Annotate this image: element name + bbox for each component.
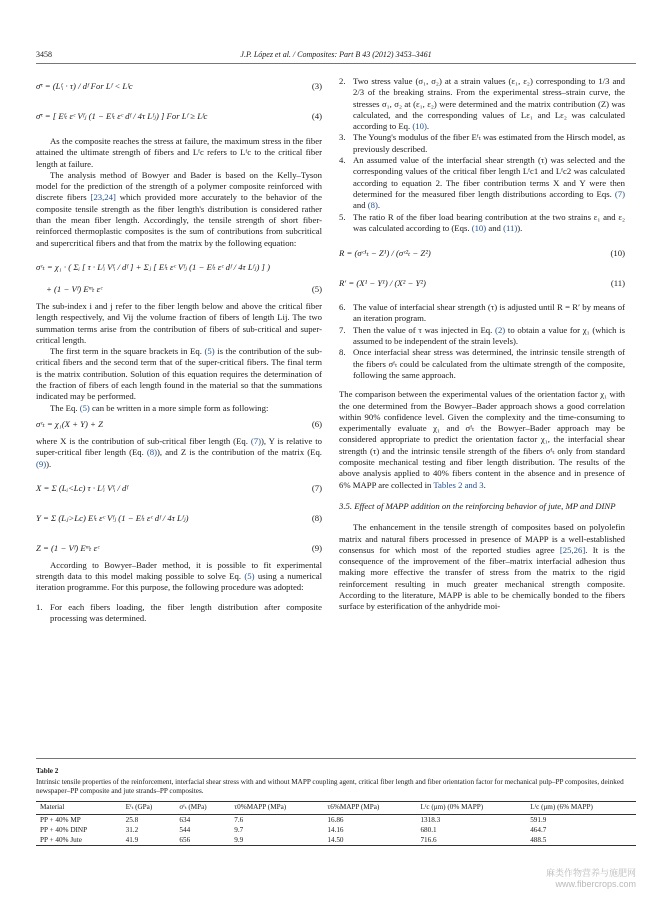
equation-7: X = Σ (Lᵢ<Lc) τ · Lᶠᵢ Vᶠᵢ / dᶠ (7)	[36, 483, 322, 494]
table-row	[36, 835, 636, 846]
equation-link[interactable]: (2)	[495, 324, 506, 335]
header-rule	[36, 63, 636, 64]
running-header	[36, 50, 636, 64]
table-cell: 680.1	[420, 825, 437, 834]
paragraph: The enhancement in the tensile strength of composites based on polyolefin matrix and natural fibers processed in presence of MAPP is a well-established consensus for which most of the reported studies agree [25,26]. It is the consequence of the improvement of the fiber–matrix interfacial adhesion thus making more effective the transfer of stress from the matrix to the rigid reinforcement resulting in much greater mechanical strength composite. According to the literature, MAPP is able to be chemically bonded to the fibers surface by esterification of the anhydride moi-	[339, 522, 626, 612]
watermark-url: www.fibercrops.com	[555, 879, 636, 889]
procedure-list	[339, 76, 625, 234]
list-item: 3. The Young's modulus of the fiber Eᶠₜ was estimated from the Hirsch model, as previously described.	[339, 132, 625, 154]
table-cell: 16.86	[327, 815, 344, 824]
table-cell: 656	[175, 835, 230, 846]
equation-4: σ̄ᶜ = [ Eᶠₜ εᶜ Vᶠⱼ (1 − Eᶠₜ εᶜ dᶠ / 4τ Lᶠⱼ) ] For Lᶠ ≥ Lᶠc (4)	[36, 111, 322, 122]
equation-link[interactable]: (5)	[244, 571, 255, 582]
table-cell: 634	[179, 815, 191, 824]
equation-3: σ̄ᶜ = (Lᶠᵢ · τ) / dᶠ For Lᶠ < Lᶠc (3)	[36, 81, 322, 92]
equation-link[interactable]: (8)	[367, 200, 378, 211]
page-number: 3458	[36, 50, 52, 59]
paragraph: The analysis method of Bowyer and Bader is based on the Kelly–Tyson model for the prediction of the strength of a polymer composite reinforced with discrete fibers [23,24] which provided more accurately to the behavior of the composite tensile strength as the fiber length's distribution is considered rather than the mean fiber length. Accordingly, the tensile strength of short fiber-reinforced thermoplastic composites is the sum of contributions from subcritical and supercritical fibers and that from the matrix by the following equation:	[36, 169, 323, 248]
table-cell: 9.9	[230, 835, 323, 846]
paragraph: The sub-index i and j refer to the fiber length below and above the critical fiber length respectively, and Vij the volume fraction of fibers of length Lij. The two summation terms arise from the contribution of fibers of sub-critical and super-critical length.	[36, 300, 322, 345]
table-cell: 488.5	[526, 835, 636, 846]
paragraph: The first term in the square brackets in Eq. (5) is the contribution of the sub-critical fibers and the second term that of the super-critical fibers. The final term is the matrix contribution. Solution of this equation requires the determination of the fraction of fibers of each length found in the material so that the summations indicated may be performed.	[36, 346, 322, 402]
list-item: 4. An assumed value of the interfacial shear strength (τ) was selected and the corresponding values of the critical fiber length Lᶠc1 and Lᶠc2 was calculated according to equation 2. The fiber contribution terms X and Y were then determined for the measured fiber length distributions according to Eqs. (7) and (8).	[339, 155, 625, 211]
list-item: 2. Two stress value (σ₁, σ₂) at a strain values (ε₁, ε₂) corresponding to 1/3 and 2/3 of the breaking strains. From the experimental stress–strain curve, the stresses σ₁, σ₂ at (ε₁, ε₂) were determined and the matrix contribution (Z) was calculated, and the corresponding values of Lε₁ and Lε₂ was calculated according to Eq. (10).	[339, 76, 625, 132]
paragraph: The Eq. (5) can be written in a more simple form as following:	[50, 402, 269, 413]
right-column	[339, 76, 625, 613]
data-table	[36, 801, 636, 846]
column-header: Lᶠc (μm) (0% MAPP)	[416, 802, 526, 815]
column-header: τ6%MAPP (MPa)	[323, 802, 416, 815]
list-item: 1. For each fibers loading, the fiber length distribution after composite processing was determined.	[36, 601, 322, 624]
equation-link[interactable]: (11)	[503, 222, 518, 233]
table-cell: 14.50	[323, 835, 416, 846]
equation-link[interactable]: (10)	[412, 121, 427, 132]
procedure-list	[36, 602, 322, 625]
table-cell: 544	[179, 825, 191, 834]
table-header-row	[36, 802, 636, 815]
table-row	[36, 825, 636, 835]
equation-6: σᶜₜ = χ₁(X + Y) + Z (6)	[36, 419, 322, 430]
watermark-line: 麻类作物营养与施肥网	[545, 868, 636, 878]
equation-link[interactable]: (7)	[614, 188, 625, 199]
equation-10: R = (σᶜ¹ₜ − Z¹) / (σᶜ²ₜ − Z²) (10)	[339, 247, 625, 258]
table-cell: 7.6	[234, 815, 244, 824]
procedure-list	[339, 302, 625, 381]
equation-5-continued: + (1 − Vᶠ) Eᵐₜ εᶜ (5)	[46, 284, 322, 295]
equation-link[interactable]: (7)	[250, 435, 261, 446]
table-cell: 591.9	[530, 815, 547, 824]
equation-8: Y = Σ (Lⱼ>Lc) Eᶠₜ εᶜ Vᶠⱼ (1 − Eᶠₜ εᶜ dᶠ / 4τ Lᶠⱼ) (8)	[36, 513, 322, 524]
table-cell: 41.9	[122, 835, 176, 846]
table-2	[36, 767, 636, 846]
table-cell: 1318.3	[420, 815, 441, 824]
equation-link[interactable]: (8)	[146, 447, 158, 458]
table-cell: PP + 40% DINP	[40, 825, 88, 834]
column-header: σᶠₜ (MPa)	[175, 802, 230, 815]
table-cell: 14.16	[327, 825, 344, 834]
equation-9: Z = (1 − Vᶠ) Eᵐₜ εᶜ (9)	[36, 543, 322, 554]
equation-11: R′ = (X¹ − Y¹) / (X² − Y²) (11)	[339, 277, 625, 288]
table-cell: 31.2	[125, 825, 139, 834]
list-item: 7. Then the value of τ was injected in Eq. (2) to obtain a value for χ₁ (which is assumed to be independent of the strain levels).	[339, 324, 625, 347]
equation-link[interactable]: (10)	[471, 222, 487, 233]
citation-link[interactable]: [25,26]	[559, 544, 586, 555]
citation-link[interactable]: [23,24]	[90, 192, 116, 203]
list-item: 6. The value of interfacial shear strength (τ) is adjusted until R = R′ by means of an iteration program.	[339, 302, 625, 324]
table-title: Table 2	[36, 767, 59, 775]
journal-citation: J.P. López et al. / Composites: Part B 43 (2012) 3453–3461	[240, 50, 432, 59]
table-link[interactable]: Tables 2 and 3	[433, 479, 484, 490]
left-column	[36, 76, 322, 624]
equation-5: σᶜₜ = χ₁ · ( Σᵢ [ τ · Lᶠᵢ Vᶠᵢ / dᶠ ] + Σⱼ [ Eᶠₜ εᶜ Vᶠⱼ (1 − Eᶠₜ εᶜ dᶠ / 4τ Lᶠⱼ) ] )	[36, 262, 270, 273]
table-separator-rule	[36, 758, 636, 759]
paragraph: where X is the contribution of sub-critical fiber length (Eq. (7)), Y is relative to super-critical fiber length (Eq. (8)), and Z is the contribution of the matrix (Eq. (9)).	[36, 435, 323, 469]
table-cell: 9.7	[234, 825, 244, 834]
equation-link[interactable]: (5)	[79, 402, 90, 413]
table-row	[36, 815, 636, 826]
section-heading: 3.5. Effect of MAPP addition on the reinforcing behavior of jute, MP and DINP	[339, 500, 616, 511]
paragraph: According to Bowyer–Bader method, it is possible to fit experimental strength data to this model making possible to solve Eq. (5) using a numerical iteration programme. For this purpose, the following procedure was adopted:	[36, 559, 323, 593]
table-cell: PP + 40% Jute	[36, 835, 122, 846]
table-caption: Intrinsic tensile properties of the reinforcement, interfacial shear stress with and without MAPP coupling agent, critical fiber length and fiber orientation factor for mechanical pulp–PP composites, deinked newspaper–PP composite and jute strands–PP composites.	[36, 778, 624, 795]
table-cell: PP + 40% MP	[40, 815, 81, 824]
table-cell: 716.6	[416, 835, 526, 846]
watermark	[546, 868, 636, 890]
column-header: Material	[36, 802, 122, 815]
list-item: 5. The ratio R of the fiber load bearing contribution at the two strains ε₁ and ε₂ was calculated according to (Eqs. (10) and (11)).	[339, 211, 625, 233]
table-cell: 464.7	[530, 825, 547, 834]
column-header: Eᶠₜ (GPa)	[122, 802, 176, 815]
column-header: Lᶠc (μm) (6% MAPP)	[526, 802, 636, 815]
paragraph: As the composite reaches the stress at failure, the maximum stress in the fiber attained the ultimate strength of fibers and Lᶠc refers to Lᶠc to the critical fiber length at failure.	[36, 136, 322, 169]
column-header: τ0%MAPP (MPa)	[230, 802, 323, 815]
paragraph: The comparison between the experimental values of the orientation factor χ₁ with the one determined from the Bowyer–Bader approach shows a good correlation within 90% confidence level. Given the complexity and the time-consuming to experimentally evaluate χ₁ and σᶠₜ the Bowyer–Bader approach may be considered appropriate to predict the orientation factor χ₁, the interfacial shear strength (τ) and the intrinsic tensile strength of the fibers σᶠₜ only from standard composite mechanical testing and fiber length distribution. The results of the above analysis applied to 40% fibers content in the absence and in presence of 6% MAPP are collected in Tables 2 and 3.	[339, 389, 625, 490]
table-cell: 25.8	[125, 815, 139, 824]
equation-link[interactable]: (9)	[36, 458, 47, 469]
list-item: 8. Once interfacial shear stress was determined, the intrinsic tensile strength of the fibers σᶠₜ could be calculated from the ultimate strength of the composite, following the same approach.	[339, 347, 625, 380]
equation-link[interactable]: (5)	[204, 346, 215, 357]
